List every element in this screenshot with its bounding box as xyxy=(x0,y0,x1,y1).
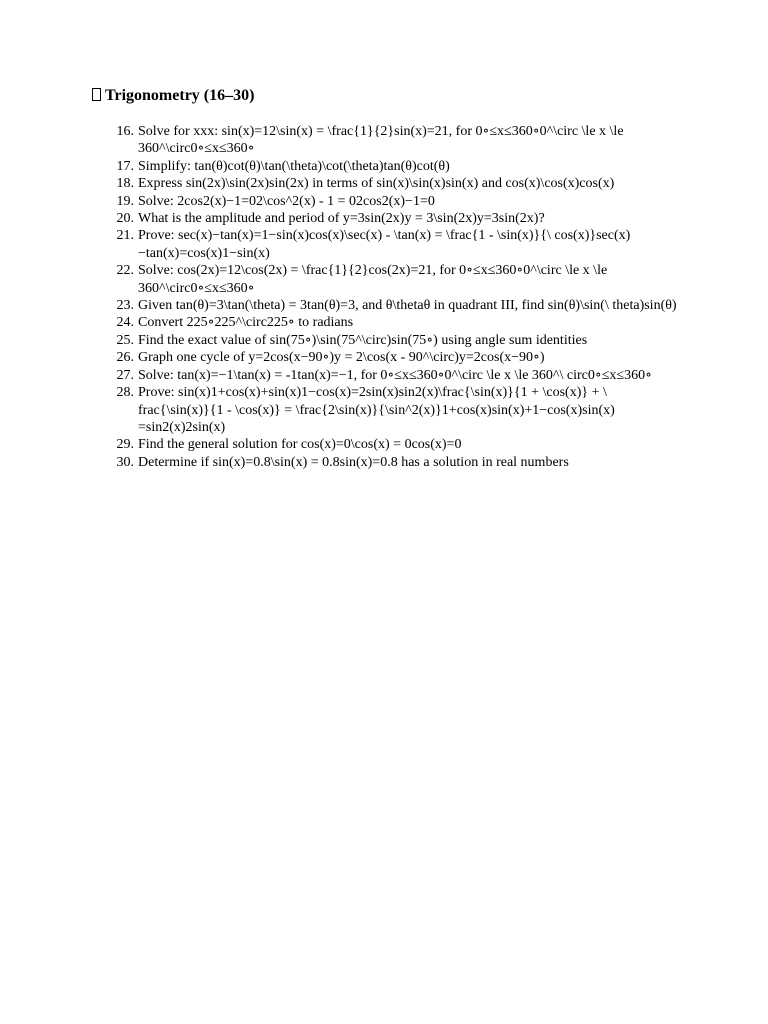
problem-item-17 xyxy=(116,158,678,175)
problem-item-18 xyxy=(116,175,678,192)
problem-number: 29. xyxy=(116,437,134,453)
problem-item-24 xyxy=(116,314,678,331)
problem-item-16 xyxy=(116,123,678,158)
problem-number: 21. xyxy=(116,228,134,244)
glyph-box-icon xyxy=(92,88,101,101)
problem-text: Solve: 2cos2(x)−1=02\cos^2(x) - 1 = 02cos2(x)−1=0 xyxy=(138,193,435,209)
problem-item-30 xyxy=(116,454,678,471)
problem-number: 30. xyxy=(116,454,134,470)
problem-number: 27. xyxy=(116,367,134,383)
problem-number: 22. xyxy=(116,263,134,279)
problem-item-26 xyxy=(116,349,678,366)
problem-text: Find the general solution for cos(x)=0\cos(x) = 0cos(x)=0 xyxy=(138,437,462,453)
problem-number: 23. xyxy=(116,298,134,314)
problem-number: 18. xyxy=(116,176,134,192)
section-title: Trigonometry (16–30) xyxy=(105,87,255,104)
problem-number: 16. xyxy=(116,124,134,139)
problem-text: Convert 225∘225^\circ225∘ to radians xyxy=(138,315,354,331)
problem-number: 26. xyxy=(116,350,134,366)
problem-text: Solve: cos(2x)=12\cos(2x) = \frac{1}{2}cos(2x)=21, for 0∘≤x≤360∘0^\circ \le x \le 360^\circ0∘≤x≤360∘ xyxy=(138,263,608,296)
problem-text: Express sin(2x)\sin(2x)sin(2x) in terms of sin(x)\sin(x)sin(x) and cos(x)\cos(x)cos(x) xyxy=(138,176,615,192)
problem-text: What is the amplitude and period of y=3sin(2x)y = 3\sin(2x)y=3sin(2x)? xyxy=(138,211,545,227)
problem-text: Graph one cycle of y=2cos(x−90∘)y = 2\cos(x - 90^\circ)y=2cos(x−90∘) xyxy=(138,350,545,366)
problem-number: 28. xyxy=(116,385,134,401)
problem-item-20 xyxy=(116,210,678,227)
problem-text: Simplify: tan(θ)cot(θ)\tan(\theta)\cot(\theta)tan(θ)cot(θ) xyxy=(138,158,450,174)
problem-item-19 xyxy=(116,193,678,210)
problem-number: 17. xyxy=(116,158,134,174)
problem-text: Prove: sec(x)−tan(x)=1−sin(x)cos(x)\sec(x) - \tan(x) = \frac{1 - \sin(x)}{\ cos(x)}sec(x)−tan(x)=cos(x)1−sin(x) xyxy=(138,228,631,261)
problem-item-22 xyxy=(116,262,678,297)
problem-text: Prove: sin(x)1+cos(x)+sin(x)1−cos(x)=2sin(x)sin2(x)\frac{\sin(x)}{1 + \cos(x)} + \ frac{\sin(x)}{1 - \cos(x)} = \frac{2\sin(x)}{\sin^2(x)}1+cos(x)sin(x)+1−cos(x)sin(x) =sin2(x)2sin(x) xyxy=(138,385,615,435)
problem-number: 20. xyxy=(116,211,134,227)
problem-text: Given tan(θ)=3\tan(\theta) = 3tan(θ)=3, and θ\thetaθ in quadrant III, find sin(θ)\sin(\ theta)sin(θ) xyxy=(138,298,677,314)
problem-number: 19. xyxy=(116,193,134,209)
problem-list xyxy=(116,123,678,471)
problem-text: Find the exact value of sin(75∘)\sin(75^\circ)sin(75∘) using angle sum identities xyxy=(138,332,588,348)
problem-item-21 xyxy=(116,227,678,262)
problem-item-25 xyxy=(116,332,678,349)
problem-text: Determine if sin(x)=0.8\sin(x) = 0.8sin(x)=0.8 has a solution in real numbers xyxy=(138,454,569,470)
problem-text: Solve for xxx: sin(x)=12\sin(x) = \frac{1}{2}sin(x)=21, for 0∘≤x≤360∘0^\circ \le x \le 360^\circ0∘≤x≤360∘ xyxy=(138,124,624,157)
problem-item-29 xyxy=(116,436,678,453)
problem-item-27 xyxy=(116,367,678,384)
problem-item-28 xyxy=(116,384,678,436)
problem-number: 25. xyxy=(116,332,134,348)
problem-number: 24. xyxy=(116,315,134,331)
section-heading xyxy=(92,86,254,106)
problem-text: Solve: tan(x)=−1\tan(x) = -1tan(x)=−1, for 0∘≤x≤360∘0^\circ \le x \le 360^\ circ0∘≤x≤360∘ xyxy=(138,367,652,383)
problem-item-23 xyxy=(116,297,678,314)
